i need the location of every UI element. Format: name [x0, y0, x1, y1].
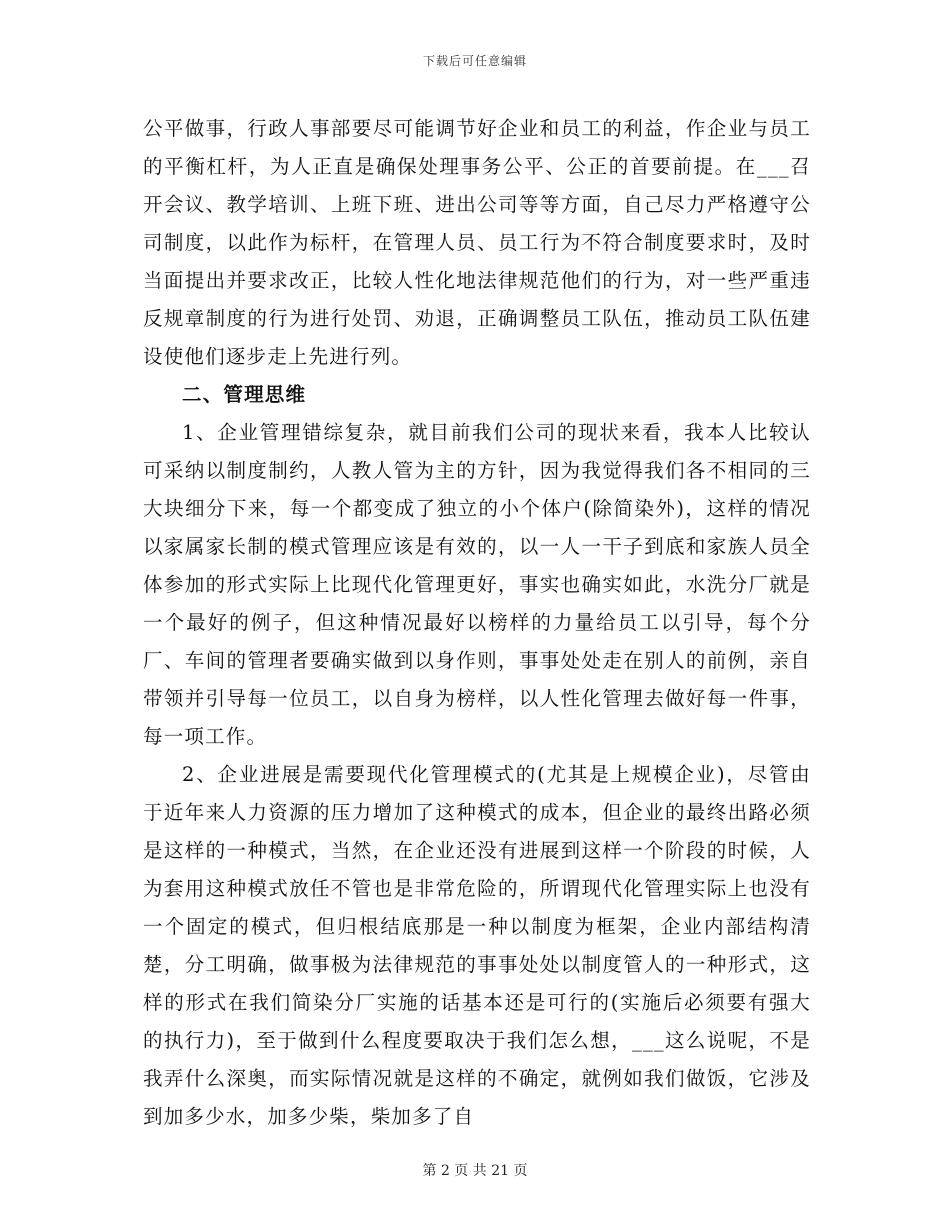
body-paragraph: 2、企业进展是需要现代化管理模式的(尤其是上规模企业)，尽管由于近年来人力资源的压力增加了这种模式的成本，但企业的最终出路必须是这样的一种模式，当然，在企业还没有进展到这样一个阶段的时候，人为套用这种模式放任不管也是非常危险的，所谓现代化管理实际上也没有一个固定的模式，但归根结底那是一种以制度为框架，企业内部结构清楚，分工明确，做事极为法律规范的事事处处以制度管人的一种形式，这样的形式在我们简染分厂实施的话基本还是可行的(实施后必须要有强大的执行力)，至于做到什么程度要取决于我们怎么想，___这么说呢，不是我弄什么深奥，而实际情况就是这样的不确定，就例如我们做饭，它涉及到加多少水，加多少柴，柴加多了自 — [143, 763, 811, 1128]
section-heading: 二、管理思维 — [182, 383, 307, 406]
page-footer: 第 2 页 共 21 页 — [422, 1163, 528, 1179]
document-body — [143, 110, 811, 1136]
page-header: 下载后可任意编辑 — [422, 54, 527, 68]
body-paragraph: 1、企业管理错综复杂，就目前我们公司的现状来看，我本人比较认可采纳以制度制约，人教人管为主的方针，因为我觉得我们各不相同的三大块细分下来，每一个都变成了独立的小个体户(除简染外)，这样的情况以家属家长制的模式管理应该是有效的，以一人一干子到底和家族人员全体参加的形式实际上比现代化管理更好，事实也确实如此，水洗分厂就是一个最好的例子，但这种情况最好以榜样的力量给员工以引导，每个分厂、车间的管理者要确实做到以身作则，事事处处走在别人的前例，亲自带领并引导每一位员工，以自身为榜样，以人性化管理去做好每一件事，每一项工作。 — [143, 421, 811, 748]
body-paragraph: 公平做事，行政人事部要尽可能调节好企业和员工的利益，作企业与员工的平衡杠杆，为人正直是确保处理事务公平、公正的首要前提。在___召开会议、教学培训、上班下班、进出公司等等方面，自己尽力严格遵守公司制度，以此作为标杆，在管理人员、员工行为不符合制度要求时，及时当面提出并要求改正，比较人性化地法律规范他们的行为，对一些严重违反规章制度的行为进行处罚、劝退，正确调整员工队伍，推动员工队伍建设使他们逐步走上先进行列。 — [143, 117, 811, 368]
